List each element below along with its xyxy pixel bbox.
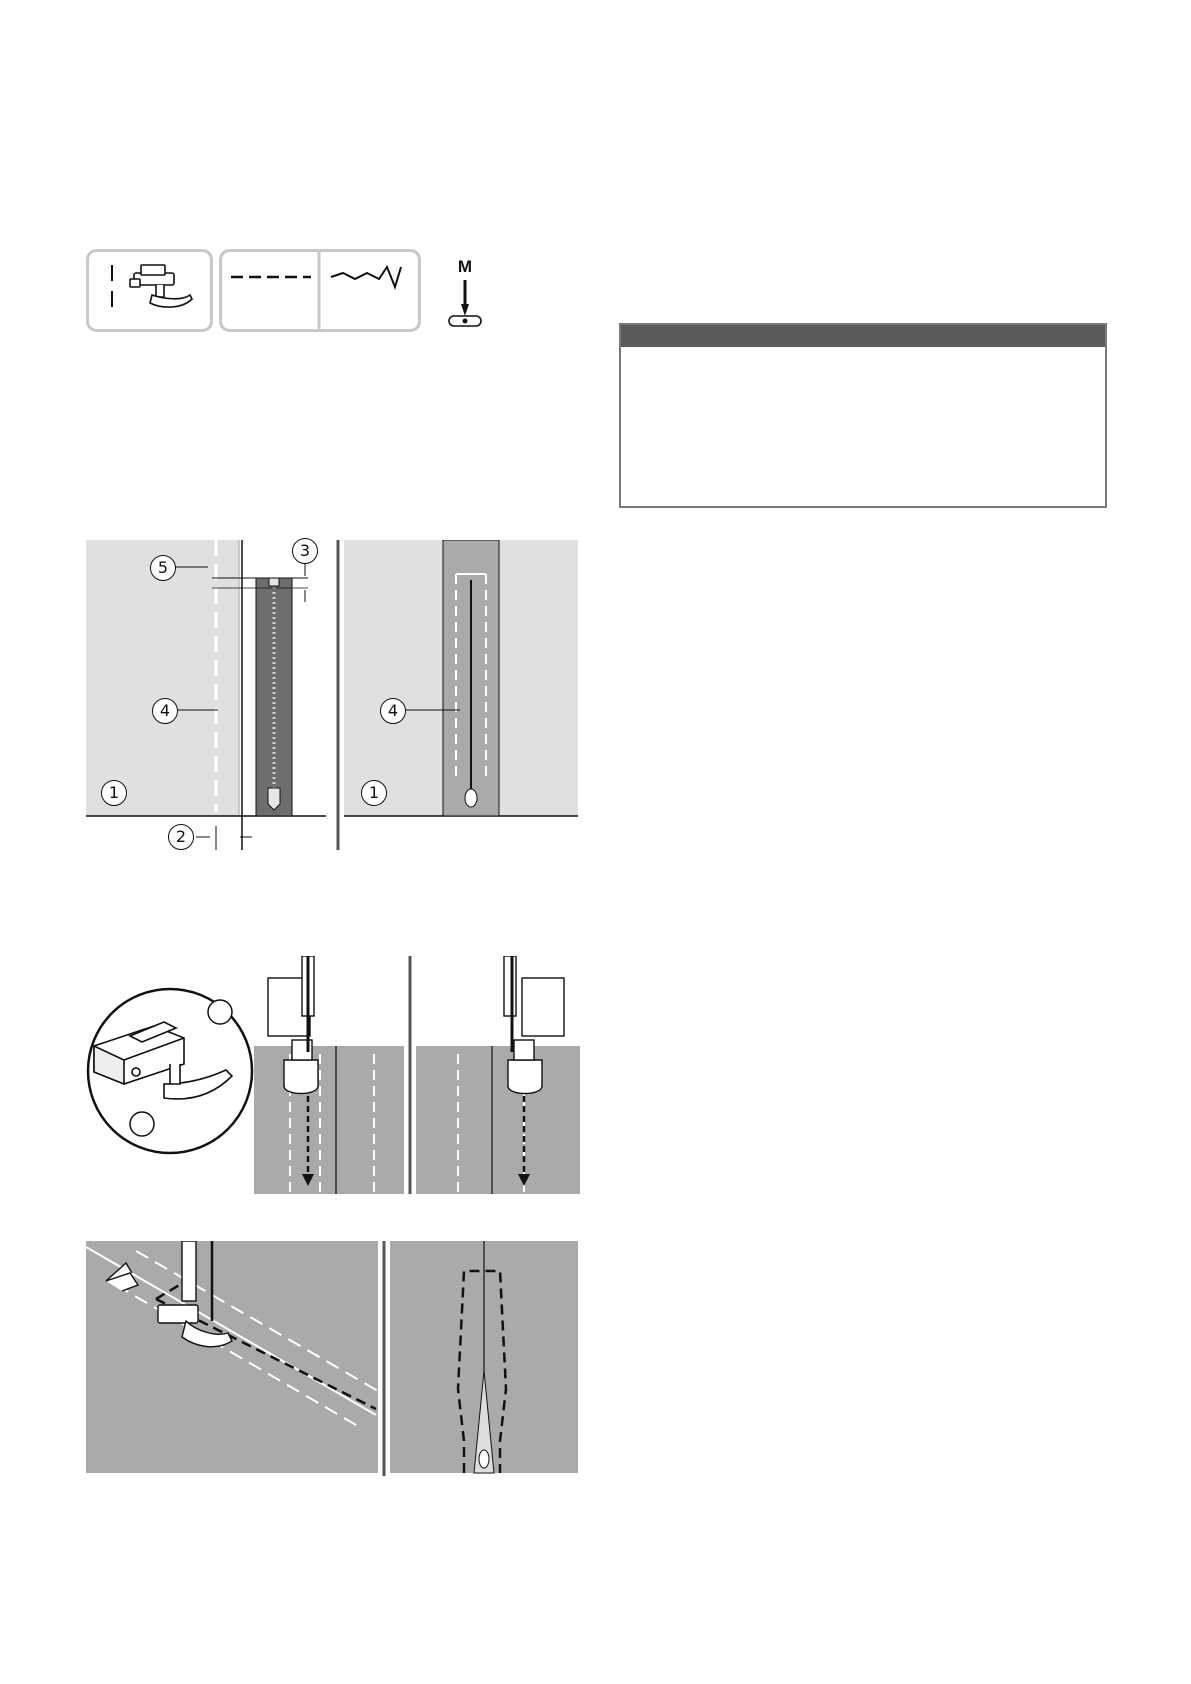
needle-icon [445, 258, 485, 328]
figure-zipper-foot-sewing [84, 956, 580, 1194]
callout-4-right: 4 [380, 698, 406, 724]
stitch-icons [219, 249, 421, 332]
figure-zipper-placement [86, 540, 578, 850]
callout-5: 5 [150, 555, 176, 581]
presser-foot-icon-box [86, 249, 213, 332]
figure-stitching-finish [86, 1241, 578, 1476]
callout-2: 2 [168, 824, 194, 850]
needle-position-label: M [457, 257, 473, 276]
callout-3: 3 [292, 538, 318, 564]
stretch-stitch-icon [331, 267, 401, 287]
callout-1-right: 1 [361, 780, 387, 806]
callout-1: 1 [101, 780, 127, 806]
stitch-selection-box [219, 249, 421, 332]
callout-4: 4 [152, 698, 178, 724]
zipper-foot-icon [86, 249, 213, 332]
needle-position-icon [445, 258, 485, 328]
note-box [619, 323, 1107, 508]
note-header-bar [621, 325, 1105, 347]
